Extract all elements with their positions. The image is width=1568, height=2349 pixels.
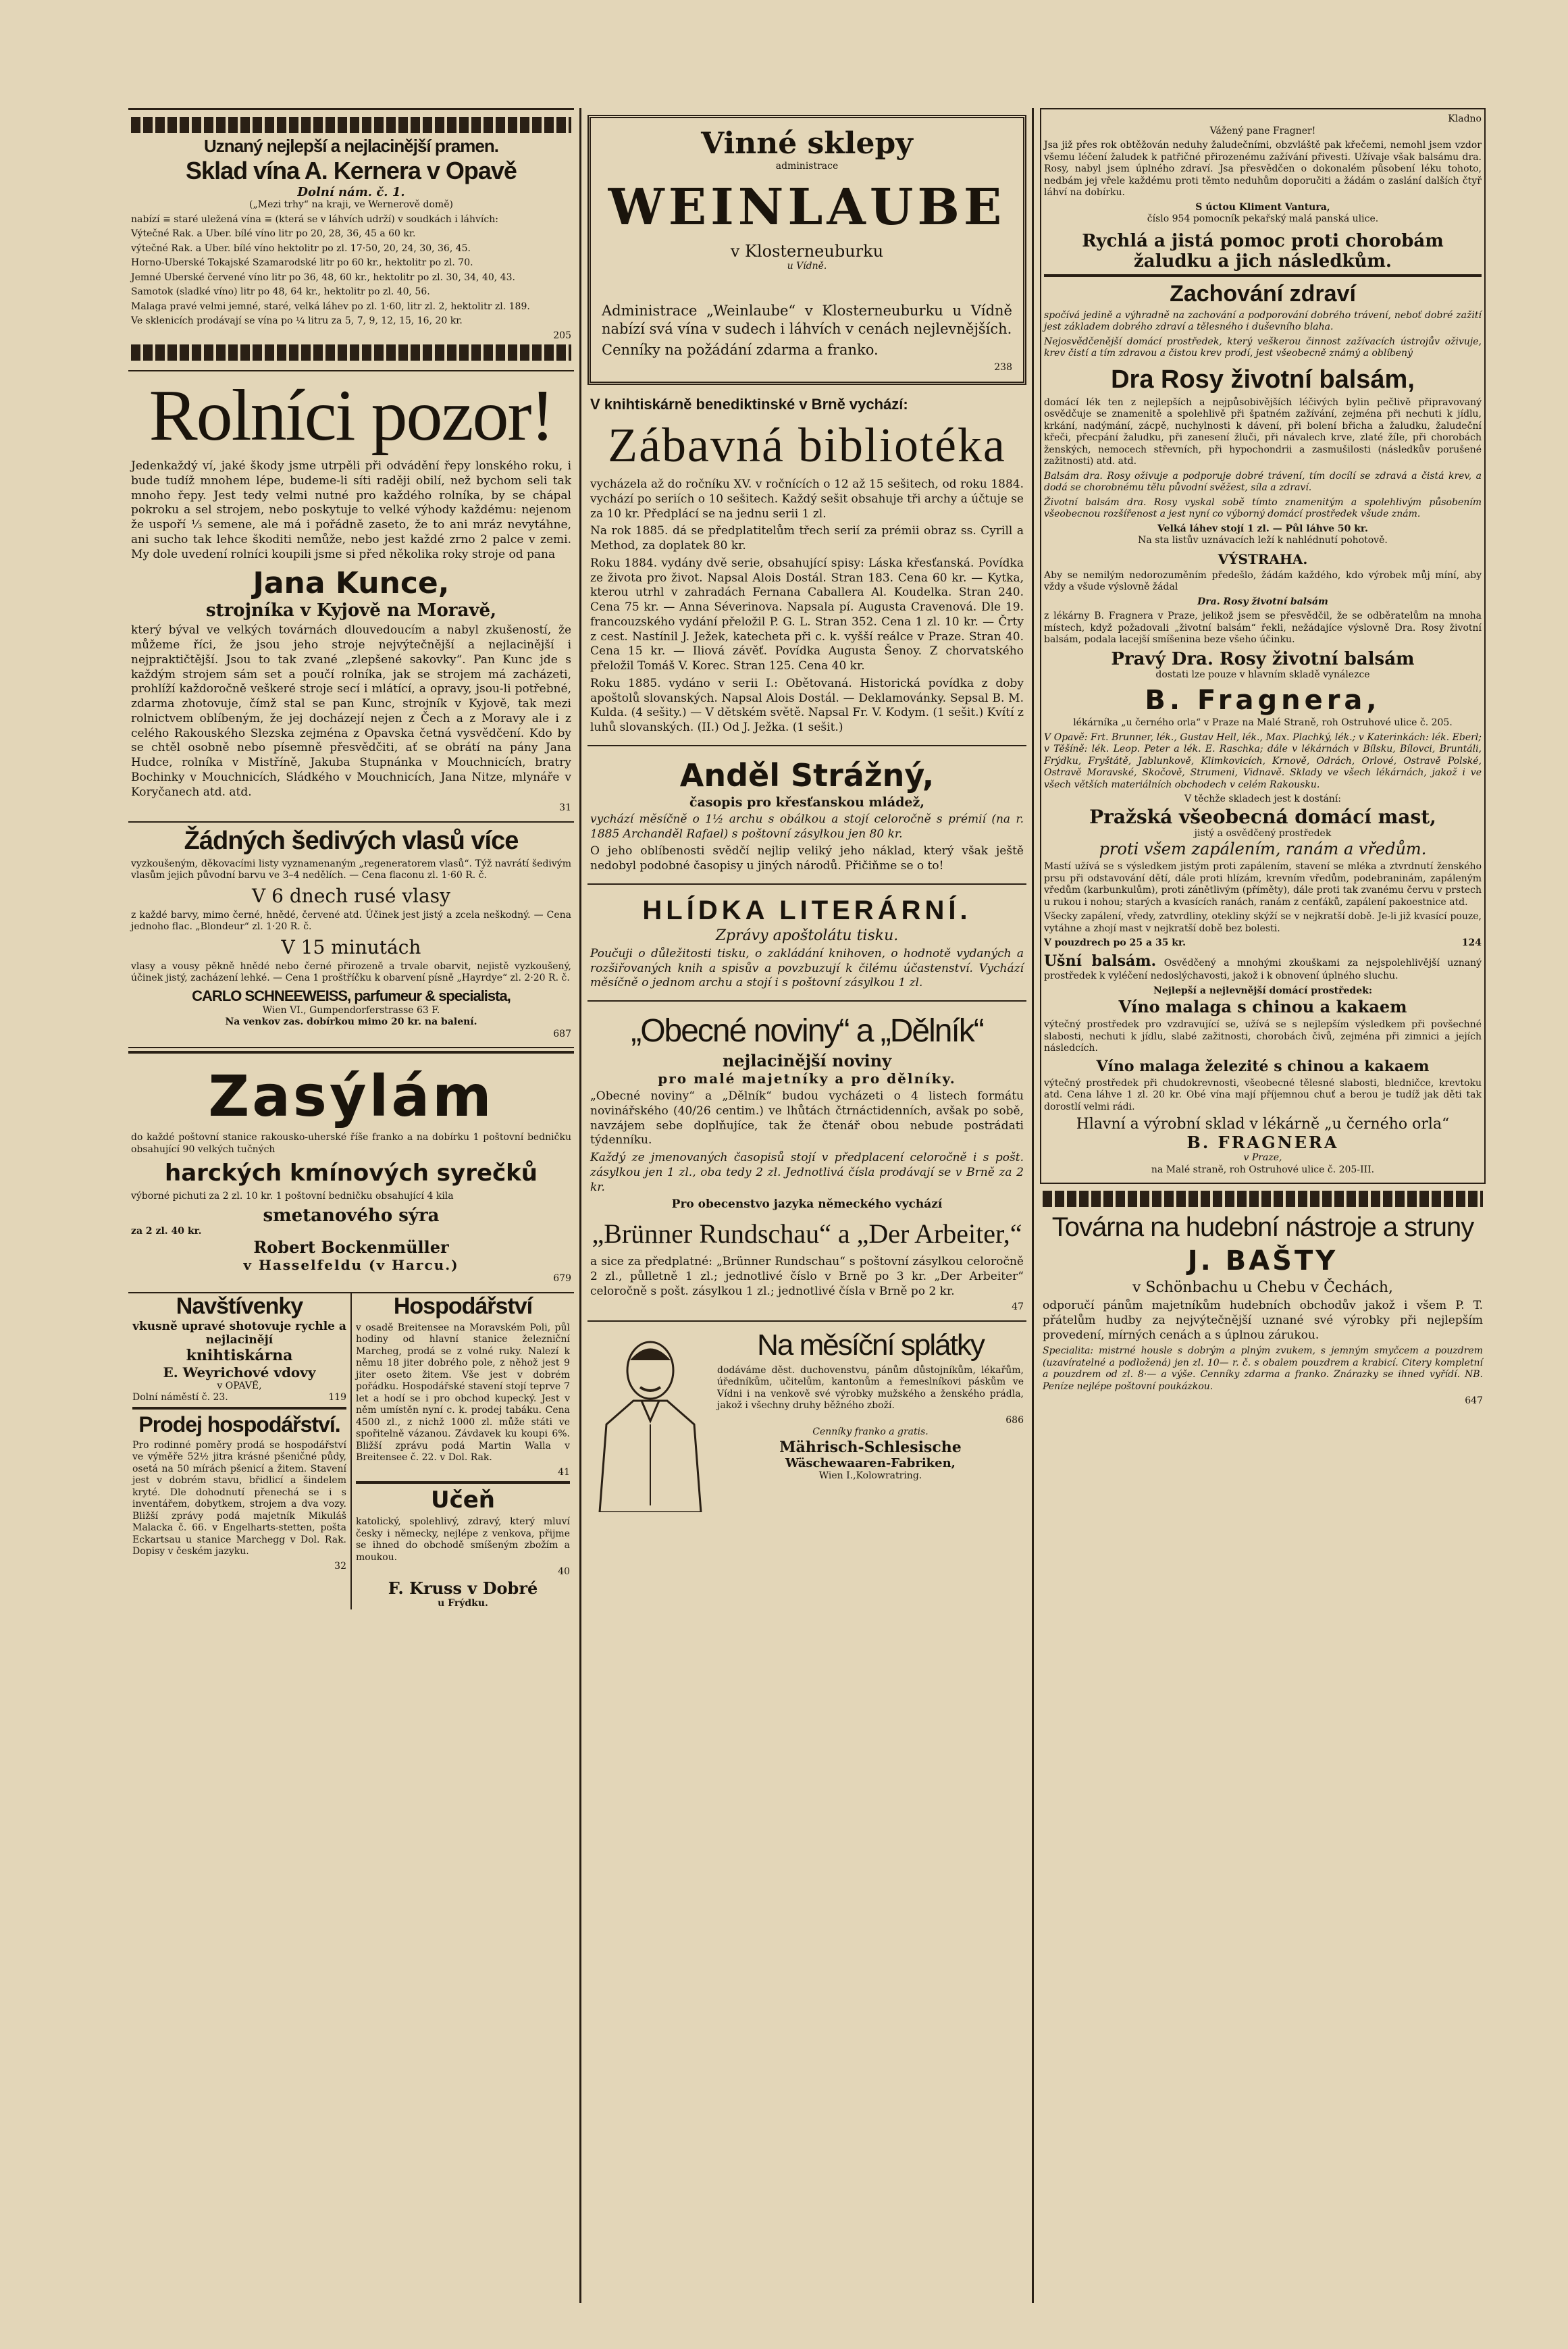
ad-title: „Obecné noviny“ a „Dělník“ bbox=[631, 1013, 983, 1050]
ad-firm: F. Kruss v Dobré bbox=[388, 1578, 538, 1598]
ad-heading: V 6 dnech rusé vlasy bbox=[252, 884, 450, 907]
ad-text: který býval ve velkých továrnách dlouvedoucím a nabyl zkušeností, že můžeme říci, že jsou jeho stroje nejvýtečnější a nejlacinější i nejpraktičtější. Jsou to tak zvané „zlepšené sakovky“. Pan Kunc jde s každým strojem sám set a poučí rolníka, jak se strojem má zacházeti, prohlíží každoročně veškeré stroje secí i mlátící, a opravy, jsou-li potřebné, zdarma zhotovuje, čímž stal se pan Kunc, strojník v Kyjově, tak mezi rolnictvem oblíbeným, že jej docházejí nejen z Čech a z Moravy ale i z celého Rakouského Slezska zejména z Opavska četná vysvědčení. Kdo by se chtěl osobně nebo písemně přesvědčiti, ať se obrátí na pány Jana Hudce, rolníka v Mistříně, Jakuba Stupnánka v Mouchnicích, bratry Bochinky v Mouchnicích, Sládkého v Mouchnicích, Jana Nitze, mlynáře v Koryčanech atd. atd. bbox=[131, 623, 571, 799]
column-1 bbox=[128, 108, 574, 2303]
ad-title: Zachování zdraví bbox=[1170, 280, 1356, 307]
divider bbox=[356, 1481, 570, 1484]
ad-name: WEINLAUBE bbox=[608, 178, 1006, 236]
ad-number: 41 bbox=[558, 1466, 570, 1478]
ad-number: 205 bbox=[553, 330, 571, 341]
small-ads-left bbox=[128, 1293, 350, 1610]
ad-text: vycházela až do ročníku XV. v ročnících o 12 až 15 sešitech, od roku 1884. vychází po seriích o 10 sešitech. Každý sešit obsahuje tři archy a účtuje se za 10 kr. Předplácí se na jednu serii 1 zl. bbox=[590, 477, 1024, 521]
ad-place-note: u Vídně. bbox=[787, 260, 827, 272]
ad-address-text: Dolní náměstí č. 23. bbox=[132, 1392, 228, 1403]
ad-heading: Ušní balsám. bbox=[1044, 952, 1157, 970]
ad-title: Zasýlám bbox=[208, 1063, 494, 1130]
ad-title: Rolníci pozor! bbox=[149, 376, 554, 456]
ad-text: Každý ze jmenovaných časopisů stojí v předplacení celoročně i s pošt. zásylkou jen 1 zl., oba tedy 2 zl. Jednotlivá čísla prodávají se v Brně za 2 kr. bbox=[590, 1151, 1024, 1194]
ad-item: Jemné Uberské červené víno litr po 36, 48, 60 kr., hektolitr po zl. 30, 34, 40, 43. bbox=[131, 272, 515, 283]
ad-number: 686 bbox=[1005, 1414, 1024, 1426]
ad-product: smetanového sýra bbox=[263, 1205, 440, 1226]
ad-product: Dra. Rosy životní balsám bbox=[1197, 596, 1328, 607]
ad-text: Roku 1885. vydáno v serii I.: Obětovaná. Historická povídka z doby apoštolů slovanských. Napsal Alois Dostál. — Deklamovánky. Sepsal B. M. Kulda. (4 sešity.) — V dětském světě. Napsal Fr. V. Kodym. (1 sešit.) Kvítí z luhů slovanských. (II.) Od J. Ježka. (1 sešit.) bbox=[590, 676, 1024, 735]
ad-firm: J. BAŠTY bbox=[1187, 1245, 1338, 1276]
ad-product: harckých kmínových syrečků bbox=[164, 1160, 538, 1187]
ad-text: Cenníky na požádání zdarma a franko. bbox=[602, 341, 879, 358]
ad-sedivych bbox=[128, 823, 574, 1049]
ad-kerner bbox=[128, 108, 574, 371]
ad-text: Balsám dra. Rosy oživuje a podporuje dobré trávení, tím docílí se zdravá a čistá krev, a dodá se chorobnému tělu původní svěžest, síla a zdraví. bbox=[1044, 470, 1482, 493]
ad-subtitle: administrace bbox=[775, 161, 839, 172]
column-rule bbox=[579, 108, 581, 2303]
ad-place: u Frýdku. bbox=[438, 1597, 488, 1609]
ad-title: Prodej hospodářství. bbox=[138, 1412, 340, 1437]
ad-text: dostati lze pouze v hlavním skladě vynálezce bbox=[1155, 669, 1370, 680]
ad-firm-name: Wäschewaaren-Fabriken, bbox=[785, 1455, 956, 1470]
ad-footer: Na venkov zas. dobírkou mimo 20 kr. na balení. bbox=[225, 1016, 477, 1028]
ad-price bbox=[1044, 937, 1482, 950]
ad-text: a sice za předplatné: „Brünner Rundschau“ s poštovní zásylkou celoročně 2 zl., půlletně 1 zl.; jednotlivé číslo v Brně po 3 kr. „Der Arbeiter“ celoročně s pošt. zásylkou 1 zl.; jednotlivé čísla v Brně po 2 kr. bbox=[590, 1255, 1024, 1298]
ad-number: 47 bbox=[1012, 1301, 1024, 1313]
ad-text: Nejosvědčenější domácí prostředek, který veškerou činnost zažívacích ústrojův oživuje, krev čistí a tím zdravou a čistou krev prodí, jest všeobecně známý a oblíbený bbox=[1044, 336, 1482, 359]
ad-price: Velká láhev stojí 1 zl. — Půl láhve 50 kr. bbox=[1157, 523, 1368, 534]
ad-fragner-letter bbox=[1040, 108, 1486, 1184]
ad-subtitle: jistý a osvědčený prostředek bbox=[1194, 827, 1332, 839]
ad-firm: knihtiskárna bbox=[186, 1346, 293, 1364]
ad-firm: Mährisch-Schlesische bbox=[779, 1438, 962, 1456]
ad-place: Wien I.,Kolowratring. bbox=[818, 1470, 922, 1481]
ad-firm: Robert Bockenmüller bbox=[253, 1237, 449, 1258]
ad-intro: nabízí ≡ staré uležená vína ≡ (která se v láhvích udrží) v soudkách i láhvích: bbox=[131, 213, 498, 225]
letter-text: Jsa již přes rok obtěžován neduhy žaludečními, obzvláště pak křečemi, nemohl jsem vzdor všemu léčení žaludek k patřičné přirozenému zažívání přivesti. Užívaje však balsámu dra. Rosy, nabyl jsem úplného zdraví. Jsa přesvědčen o dokonalém působení léku tohoto, nedbám jej vřele každému proti těmto neduhům doporučiti a žádám o zaslání dalších čtyř láhví na dobírku. bbox=[1044, 140, 1482, 198]
ad-firm: B. FRAGNERA bbox=[1186, 1133, 1339, 1152]
ad-note: Na sta listův uznávacích leží k nahlédnutí pohotově. bbox=[1138, 535, 1388, 546]
ad-title: Na měsíční splátky bbox=[757, 1328, 984, 1362]
ad-number: 40 bbox=[558, 1566, 570, 1578]
column-rule bbox=[1032, 108, 1034, 2303]
ad-text: vychází měsíčně o 1½ archu s obálkou a stojí celoročně s prémií (na r. 1885 Archanděl Rafael) s poštovní zásylkou jen 80 kr. bbox=[590, 812, 1024, 841]
ad-item: Samotok (sladké víno) litr po 48, 64 kr., hektolitr po zl. 40, 56. bbox=[131, 286, 430, 297]
ad-title: Učeň bbox=[430, 1487, 496, 1514]
letter-signature-note: číslo 954 pomocník pekařský malá panská ulice. bbox=[1147, 213, 1379, 224]
ad-text: domácí lék ten z nejlepších a nejpůsobivějších léčivých bylin pečlivě připravovaný osvědčuje se znamenitě a spolehlivě při špatném zažívání, zejména při nechuti k jídlu, krkání, nadýmání, zácpě, nuchylnosti k dávení, při bolení břicha a žaludku, žaludeční křeči, přecpání žaludku, při zanesení žluči, při návalech krve, zlaté žíle, při chorobách ženských, nemocech střevních, při hypochondrii a zasmušilosti (následkův porušené zažitnosti) atd. atd. bbox=[1044, 396, 1482, 467]
ad-item: Výtečné Rak. a Uber. bílé víno litr po 20, 28, 36, 45 a 60 kr. bbox=[131, 228, 416, 239]
ad-heading: V 15 minutách bbox=[281, 935, 421, 958]
ad-text-inline: Osvědčený a mnohými zkouškami za nejspolehlivější uznaný prostředek k vyléčení nedoslýchavosti, jakož i k obnovení úplného sluchu. bbox=[1044, 957, 1482, 981]
ad-title: Sklad vína A. Kernera v Opavě bbox=[186, 157, 517, 184]
ad-text: v osadě Breitensee na Moravském Poli, půl hodiny od hlavní stanice železniční Marcheg, prodá se z volné ruky. Nalezí k němu 18 jiter dobrého pole, z něhož jest 9 jiter oseto žitem. Vše jest v dobrém pořádku. Hospodářské stavení stojí teprve 7 let a hodí se i pro obchod kupecký. Jest v něm umístěn nyní c. k. prodej tabáku. Cena 4500 zl., z nichž 1000 zl. může státi ve spořitelně vázanou. Závdavek ku koupi 6%. Bližší zprávu podá Martin Walla v Breitensee č. 22. v Dol. Rak. bbox=[356, 1322, 570, 1464]
ad-item: výtečné Rak. a Uber. bílé víno hektolitr po zl. 17·50, 20, 24, 30, 36, 45. bbox=[131, 242, 471, 254]
ad-subtitle: proti všem zapálením, ranám a vředům. bbox=[1099, 840, 1427, 858]
ad-text: z lékárny B. Fragnera v Praze, jelikož jsem se přesvědčil, že se odběratelům na mnoha místech, když požadovali „životní balsám“ řekli, nežádajíce výslovně Dra. Rosy životní balsám, podala lacejší smíšenina beze všeho účinku. bbox=[1044, 611, 1482, 645]
ad-zasylam bbox=[128, 1056, 574, 1293]
ad-text: Životní balsám dra. Rosy vyskal sobě tímto znamenitým a spolehlivým působením všeobecnou rozšířenost a jest nyní co výborný domácí prostředek všude znám. bbox=[1044, 496, 1482, 519]
portrait-illustration bbox=[593, 1330, 708, 1512]
ad-title: Vinné sklepy bbox=[701, 126, 913, 161]
decorative-border bbox=[131, 344, 571, 361]
newspaper-page bbox=[128, 108, 1486, 2303]
ad-address: Dolní nám. č. 1. bbox=[297, 185, 405, 199]
ad-price: za 2 zl. 40 kr. bbox=[131, 1225, 202, 1237]
ad-title: Zábavná bibliotéka bbox=[608, 418, 1006, 473]
divider bbox=[128, 1051, 574, 1054]
ad-obecne bbox=[587, 1002, 1026, 1322]
ad-title: Žádných šedivých vlasů více bbox=[184, 826, 519, 855]
ad-text: vyzkoušeným, děkovacími listy vyznamenaným „regeneratorem vlasů“. Týž navrátí šedivým vlasům jejich původní barvu ve 3–4 nedělích. — Cena flaconu zl. 1·60 R. č. bbox=[131, 858, 571, 881]
ad-subtitle: strojníka v Kyjově na Moravě, bbox=[205, 600, 497, 621]
ad-warning: VÝSTRAHA. bbox=[1218, 550, 1308, 567]
ad-title: Rychlá a jistá pomoc proti chorobám žaludku a jich následkům. bbox=[1082, 230, 1444, 272]
ad-text: výtečný prostředek při chudokrevnosti, všeobecné tělesné slabosti, bledničce, krevtoku atd. Cena láhve 1 zl. 20 kr. Obé vína mají příjemnou chuť a berou je tudíž jak děti tak dorostlí velmi rádi. bbox=[1044, 1077, 1482, 1112]
ad-number: 124 bbox=[1461, 937, 1482, 948]
ad-number: 687 bbox=[553, 1028, 571, 1039]
ad-text: do každé poštovní stanice rakousko-uherské říše franko a na dobírku 1 poštovní bedničku obsahující 90 velkých tučných bbox=[131, 1132, 571, 1155]
ad-number: 31 bbox=[559, 802, 571, 814]
ad-heading: Hlavní a výrobní sklad v lékárně „u černého orla“ bbox=[1076, 1116, 1450, 1133]
ad-subtitle: nejlacinější noviny bbox=[722, 1051, 892, 1071]
ad-number: 679 bbox=[553, 1273, 571, 1285]
ad-biblioteka bbox=[587, 392, 1026, 746]
ad-heading: Víno malaga železité s chinou a kakaem bbox=[1096, 1057, 1430, 1075]
ad-text: vlasy a vousy pěkně hnědé nebo černé přirozeně a trvale obarvit, nejistě vyzkoušený, účinek jistý, zacházení lehké. — Cena 1 proštříčku k obarvení písně „Hayrdye“ zl. 2·20 R. č. bbox=[131, 960, 571, 984]
divider bbox=[1044, 274, 1482, 277]
letter-place: Kladno bbox=[1448, 113, 1482, 124]
ad-firm-name: E. Weyrichové vdovy bbox=[163, 1364, 316, 1380]
ad-andel bbox=[587, 746, 1026, 885]
ad-text: dodáváme děst. duchovenstvu, pánům důstojníkům, lékařům, úředníkům, učitelům, kantonům a řemeslníkovi páskům ve Vídni i na venkově své výrobky mužského a ženského prádla, jakož i všechny druhy běžného zboží. bbox=[717, 1364, 1024, 1412]
ad-text: Poučuji o důležitosti tisku, o zakládání knihoven, o hodnotě vydaných a rozšiřovaných knih a spisův a povzbuzují k čilému účastenství. Vychází měsíčně o jednom archu a stojí i s poštovní zásylkou 1 zl. bbox=[590, 946, 1024, 990]
ad-subtitle: Nejlepší a nejlevnější domácí prostředek: bbox=[1153, 985, 1372, 996]
ad-text: odporučí pánům majetníkům hudebních obchodův jakož i všem P. T. přátelům hudby za nejvýtečnější uznané své výrobky při nejlepším provedení, mírných cenách a s úplnou zárukou. bbox=[1043, 1299, 1483, 1342]
ad-title: HLÍDKA LITERÁRNÍ. bbox=[642, 895, 972, 925]
ad-subtitle: Zprávy apoštolátu tisku. bbox=[715, 927, 899, 944]
ad-firm: B. Fragnera, bbox=[1145, 685, 1381, 716]
ad-heading: Víno malaga s chinou a kakaem bbox=[1118, 997, 1407, 1016]
divider bbox=[132, 1407, 346, 1410]
ad-text: spočívá jedině a výhradně na zachování a podporování dobrého trávení, neboť dobré zažití jest základem dobrého zdraví a tělesného i duševního blaha. bbox=[1044, 309, 1482, 332]
ad-title: Dra Rosy životní balsám, bbox=[1111, 365, 1415, 394]
ad-place: v Klosterneuburku bbox=[730, 241, 884, 261]
ad-text: Specialita: mistrné housle s dobrým a plným zvukem, s jemným smyčcem a pouzdrem (uzavíratelné a podložená) jen zl. 10— r. č. s obalem pouzdrem a krabicí. Citery kompletní a pouzdrem od zl. 8·— a výše. Cenníky zdarma a franko. Znárazky se ihned vyřídí. NB. Peníze nejlépe poštovní poukázkou. bbox=[1043, 1345, 1483, 1392]
ad-weinlaube bbox=[587, 115, 1026, 385]
ad-text: Mastí užívá se s výsledkem jistým proti zapálením, stavení se mléka a ztvrdnutí ženského prsu při odstavování dětí, dále proti hlízám, krevním vředům, podebraninám, zapáleným vředům (karbunkulům), proti zánětlivým (příměty), dále proti tak zvanému červu v prstech u rukou i nohou; starých a kvasících ranách, ranám z cenťáků, zapálení pakoestnice atd. bbox=[1044, 861, 1482, 908]
column-3 bbox=[1040, 108, 1486, 2303]
ad-text: výtečný prostředek pro vzdravující se, užívá se s nejlepším výsledkem při povšechné slabosti, nechuti k jídlu, slabé zažitnosti, chorobách čivů, zejména při zimnici a jejích následcích. bbox=[1044, 1019, 1482, 1054]
ad-title: Anděl Strážný, bbox=[679, 756, 935, 794]
ad-place: v Praze, bbox=[1243, 1152, 1282, 1163]
decorative-border bbox=[131, 117, 571, 133]
ad-address: na Malé straně, roh Ostruhové ulice č. 205-III. bbox=[1151, 1164, 1375, 1175]
ad-firm: CARLO SCHNEEWEISS, parfumeur & specialista, bbox=[192, 987, 511, 1004]
ad-text: katolický, spolehlivý, zdravý, který mluví česky i německy, nejlépe z venkova, přijme se ihned do obchodě smíšeným zbožím a moukou. bbox=[356, 1516, 570, 1563]
ad-banner: Uznaný nejlepší a nejlacinější pramen. bbox=[204, 136, 498, 156]
ad-firm-place: v Hasselfeldu (v Harcu.) bbox=[243, 1257, 459, 1274]
ad-name: Jana Kunce, bbox=[253, 566, 450, 601]
ad-address-note: („Mezi trhy“ na kraji, ve Wernerově domě) bbox=[249, 199, 453, 210]
ad-text: Jedenkaždý ví, jaké škody jsme utrpěli při odvádění řepy lonského roku, i bude tudíž mnohem lépe, budeme-li síti raději obilí, než bychom seli tak mnoho řepy. Jest tedy velmi nutné pro každého rolníka, by se chápal pokroku a sel strojem, nebo poskytuje to velké výhody každému: nejenom že uspoří ⅓ semene, ale má i pořádně zaseto, že to ani mráz nevytáhne, ani sucho tak lehce škoditi nemůže, nebo jest každé zrno 2 palce v zemi. My dole uvedení rolníci koupili jsme si před několika roky stroje od pana bbox=[131, 459, 571, 561]
ad-text: Pro rodinné poměry prodá se hospodářství ve výměře 52½ jitra krásné pšeničné půdy, osetá na 50 mírách pšenicí a žitem. Stavení jest v dobrém stavu, břidlicí a šindelem kryté. Dle dohodnutí přenechá se i s inventářem, dobytkem, strojem a dva vozy. Bližší zprávy podá majetník Mikuláš Malacka č. 66. v Engelharts-stetten, pošta Eckartsau u stanice Marchegg v Dol. Rak. Dopisy v českém jazyku. bbox=[132, 1439, 346, 1557]
ad-heading: Pravý Dra. Rosy životní balsám bbox=[1111, 648, 1415, 669]
ad-text: výborné pichuti za 2 zl. 10 kr. 1 poštovní bedničku obsahující 4 kila bbox=[131, 1191, 454, 1202]
ad-price-text: V pouzdrech po 25 a 35 kr. bbox=[1044, 937, 1186, 948]
ad-text bbox=[1044, 952, 1482, 983]
ad-address bbox=[132, 1392, 346, 1404]
ad-hlidka bbox=[587, 885, 1026, 1002]
ad-splatky bbox=[587, 1322, 1026, 1522]
ad-subtitle: pro malé majetníky a pro dělníky. bbox=[658, 1070, 956, 1087]
ad-place: v OPAVĚ, bbox=[217, 1380, 262, 1391]
ad-place: v Schönbachu u Chebu v Čechách, bbox=[1132, 1279, 1394, 1296]
ad-number: 119 bbox=[328, 1392, 346, 1403]
ad-text: V těchže skladech jest k dostání: bbox=[1184, 794, 1342, 804]
ad-text: Aby se nemilým nedorozuměním předešlo, žádám každého, kdo výrobek můj míní, aby vždy a všude výslovně žádal bbox=[1044, 569, 1482, 592]
ad-number: 32 bbox=[334, 1560, 346, 1572]
ad-text: z každé barvy, mimo černé, hnědé, červené atd. Účinek jest jistý a zcela neškodný. — Cena jednoho flac. „Blondeur“ zl. 1·20 R. č. bbox=[131, 909, 571, 933]
ad-item: Horno-Uberské Tokajské Szamarodské litr po 60 kr., hektolitr po zl. 70. bbox=[131, 257, 473, 268]
letter-signature: S úctou Kliment Vantura, bbox=[1195, 201, 1330, 213]
letter-greeting: Vážený pane Fragner! bbox=[1209, 125, 1316, 136]
ad-item: Ve sklenicích prodávají se vína po ¼ litru za 5, 7, 9, 12, 15, 16, 20 kr. bbox=[131, 315, 463, 326]
ad-text: O jeho oblíbenosti svědčí nejlip veliký jeho náklad, který však ještě nedobyl podobné časopisy u jiných národů. Přičiňme se o to! bbox=[590, 844, 1024, 873]
small-ads-block bbox=[128, 1293, 574, 1610]
ad-basty bbox=[1040, 1184, 1486, 1414]
ad-text: Na rok 1885. dá se předplatitelům třech serií za prémii obraz ss. Cyrill a Method, za doplatek 80 kr. bbox=[590, 524, 1024, 553]
ad-text: Roku 1884. vydány dvě serie, obsahující spisy: Láska křesťanská. Povídka ze života pro život. Napsal Alois Dostál. Stran 183. Cena 60 kr. — Kytka, kterou utrhl v zahradách Fernana Caballera Al. Koudelka. Stran 240. Cena 75 kr. — Anna Séverinova. Napsala pí. Augusta Cravenová. Dle 19. francouzského vydání přeložil P. G. L. Stran 352. Cena 1 zl. 10 kr. — Črty z cest. Nastínil J. Ježek, katecheta při c. k. vyšší reálce v Praze. Stran 40. Cena 15 kr. — Iliová závěť. Povídka Augusta Šenoy. Z chorvatského přeložil Tomáš V. Korec. Stran 125. Cena 40 kr. bbox=[590, 556, 1024, 673]
column-2 bbox=[587, 108, 1026, 2303]
ad-text: vkusně upravé shotovuje rychle a nejlacinějí bbox=[132, 1319, 346, 1347]
small-ads-right bbox=[350, 1293, 574, 1610]
ad-subtitle: časopis pro křesťanskou mládež, bbox=[689, 794, 924, 810]
decorative-border bbox=[1043, 1191, 1483, 1207]
ad-title: Navštívenky bbox=[176, 1293, 303, 1319]
ad-text: Administrace „Weinlaube“ v Klosterneuburku u Vídně nabízí svá vína v sudech i láhvích v cenách nejlevnějších. bbox=[602, 303, 1012, 337]
ad-address: lékárníka „u černého orla“ v Praze na Malé Straně, roh Ostruhové ulice č. 205. bbox=[1073, 717, 1453, 728]
ad-note: Cenníky franko a gratis. bbox=[812, 1426, 929, 1438]
ad-text: „Obecné noviny“ a „Dělník“ budou vycházeti o 4 listech formátu novinářského (40/26 centim.) ve lhůtách čtrnáctidenních, avšak po sobě, navzájem sebe doplňujíce, tak že čtenář obou nebude postrádati týdenníku. bbox=[590, 1089, 1024, 1147]
ad-text: Všecky zapálení, vředy, zatvrdliny, otekliny skýží se v nejkratší době. Je-li již kvasící pouze, vytáhne a zhojí mast v nejkratší době bez bolesti. bbox=[1044, 911, 1482, 934]
ad-title: Továrna na hudební nástroje a struny bbox=[1051, 1212, 1474, 1242]
ad-item: Malaga pravé velmi jemné, staré, velká láhev po zl. 1·60, litr zl. 2, hektolitr zl. 189. bbox=[131, 301, 530, 312]
ad-text: V Opavě: Frt. Brunner, lék., Gustav Hell, lék., Max. Plachký, lék.; v Katerinkách: lék. Eberl; v Těšíně: lék. Leop. Peter a lék. E. Raschka; dále v lékárnách v Bílsku, Bílovci, Bruntáli, Frýdku, Fryštátě, Jablunkově, Klimkovicích, Krnově, Odrách, Orlové, Ostravě Polské, Ostravě Moravské, Skočově, Strumeni, Vidnavě. Sklady ve všech lékárnách, jakož i ve všech větších materiálních obchodech v celém Rakousku. bbox=[1044, 731, 1482, 790]
ad-number: 238 bbox=[994, 361, 1012, 373]
ad-firm-address: Wien VI., Gumpendorferstrasse 63 F. bbox=[262, 1004, 440, 1016]
ad-text: Pro obecenstvo jazyka německého vychází bbox=[671, 1197, 943, 1212]
ad-header: V knihtiskárně benediktinské v Brně vychází: bbox=[590, 396, 908, 413]
ad-number: 647 bbox=[1465, 1395, 1483, 1407]
ad-heading: Pražská všeobecná domácí mast, bbox=[1089, 805, 1436, 828]
ad-title: Hospodářství bbox=[393, 1293, 533, 1319]
ad-title: „Brünner Rundschau“ a „Der Arbeiter,“ bbox=[592, 1218, 1022, 1249]
ad-rolnici bbox=[128, 371, 574, 823]
